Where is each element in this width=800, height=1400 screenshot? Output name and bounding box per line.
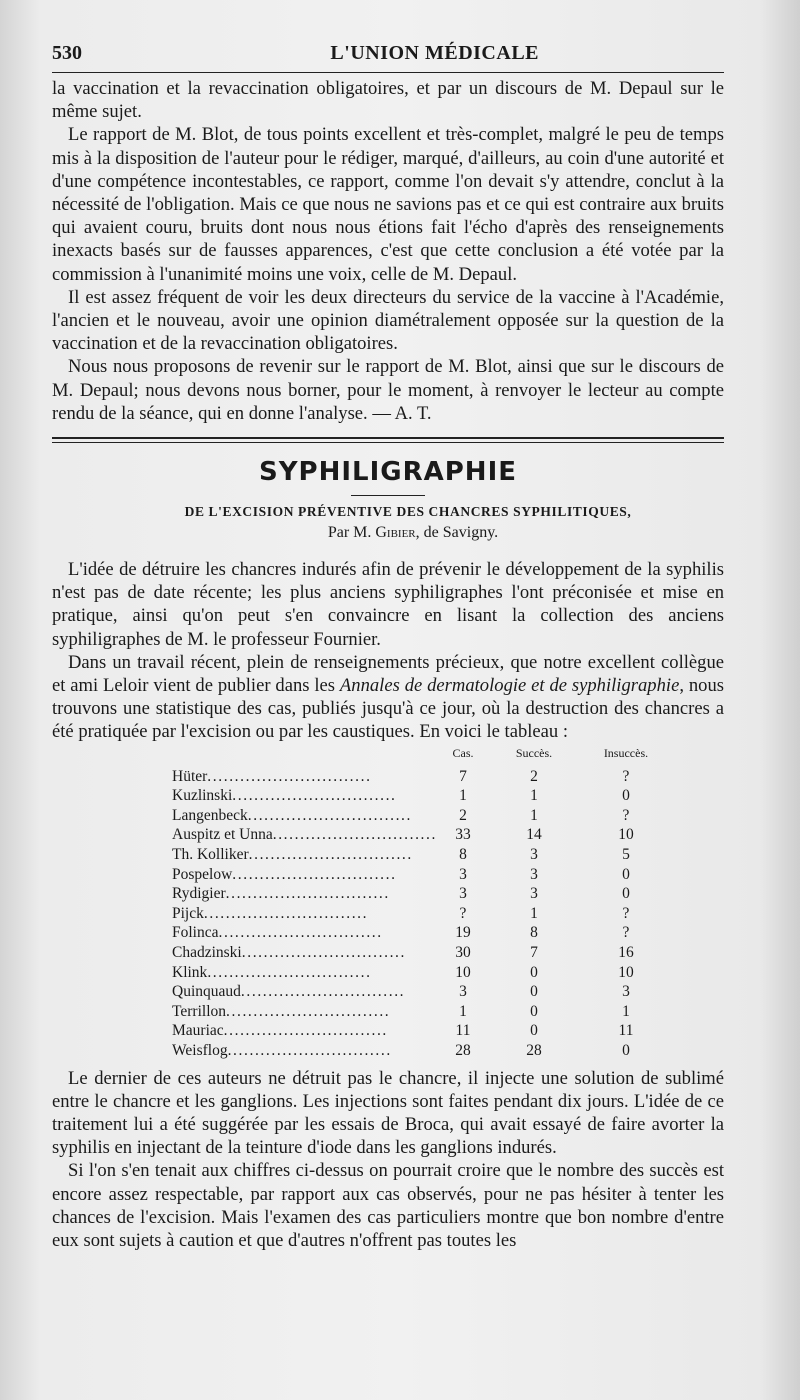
leader-dots: .............................. <box>232 865 397 883</box>
cas-cell: 1 <box>459 787 467 805</box>
succes-cell: 2 <box>530 767 538 785</box>
statistics-table-wrap <box>172 746 724 1061</box>
insucces-cell: ? <box>622 924 630 942</box>
statistics-table <box>172 746 673 1061</box>
table-row <box>172 786 673 806</box>
insucces-cell: 0 <box>622 1041 630 1059</box>
section-title: SYPHILIGRAPHIE <box>258 457 518 488</box>
leader-dots: .............................. <box>240 983 406 1001</box>
cas-cell: 19 <box>455 924 471 942</box>
section-divider <box>52 437 724 443</box>
table-row <box>172 806 673 826</box>
succes-cell: 3 <box>530 885 538 903</box>
page-header <box>52 42 724 72</box>
leader-dots: .............................. <box>207 963 372 981</box>
leader-dots: .............................. <box>241 944 406 962</box>
cas-cell: 1 <box>459 1002 467 1020</box>
table-row <box>172 865 673 885</box>
page-content <box>52 42 724 1252</box>
body-paragraph-2-b: , nous trouvons une statistique des cas, publiés jusqu'à ce jour, où la destruction des chancres a été pratiquée par l'excision ou par les caustiques. En voici le tableau : <box>52 675 724 743</box>
intro-paragraph-2: Il est assez fréquent de voir les deux directeurs du service de la vaccine à l'Académie, l'ancien et le nouveau, avoir une opinion diamétralement opposée sur la question de la vaccination et de la revaccination obligatoires. <box>52 286 724 355</box>
cas-cell: ? <box>459 904 467 922</box>
table-body <box>172 767 673 1061</box>
body-paragraph-1: L'idée de détruire les chancres indurés afin de prévenir le développement de la syphilis n'est pas de date récente; les plus anciens syphiligraphes l'ont préconisée et mise en pratique, ainsi qu'on peut s'en convaincre en lisant la collection des anciens syphiligraphes de M. le professeur Fournier. <box>52 559 724 650</box>
author-cell <box>172 923 437 943</box>
leader-dots: .............................. <box>223 1022 388 1040</box>
body-paragraph-2-a: Dans un travail récent, plein de renseignements précieux, que notre excellent collègue et ami Leloir vient de publier dans les <box>52 651 724 697</box>
insucces-cell: ? <box>622 806 630 824</box>
author-name-text: Th. Kolliker <box>172 846 249 864</box>
insucces-cell: 16 <box>618 944 634 962</box>
cas-cell: 10 <box>455 963 471 981</box>
author-cell <box>172 963 437 983</box>
insucces-cell: 1 <box>622 1002 630 1020</box>
leader-dots: .............................. <box>203 904 369 922</box>
table-row <box>172 767 673 787</box>
author-cell <box>172 786 437 806</box>
table-row <box>172 845 673 865</box>
succes-cell: 3 <box>530 865 538 883</box>
succes-cell: 28 <box>526 1041 542 1059</box>
succes-cell: 1 <box>530 787 538 805</box>
cas-cell: 33 <box>455 826 471 844</box>
insucces-cell: 10 <box>618 963 634 981</box>
header-rule <box>52 72 724 73</box>
insucces-cell: 10 <box>618 826 634 844</box>
author-cell <box>172 1002 437 1022</box>
intro-paragraph-3: Nous nous proposons de revenir sur le rapport de M. Blot, ainsi que sur le discours de M. Depaul; nous devons nous borner, pour le moment, à renvoyer le lecteur au compte rendu de la séance, qui en donne l'analyse. — A. T. <box>52 356 724 424</box>
table-header-row <box>172 746 673 767</box>
author-name-text: Folinca <box>172 924 219 942</box>
byline <box>102 524 724 542</box>
succes-cell: 3 <box>530 846 538 864</box>
author-name-text: Kuzlinski <box>172 787 233 805</box>
author-cell <box>172 806 437 826</box>
author-name-text: Langenbeck <box>172 806 248 824</box>
author-name-text: Hüter <box>172 767 208 785</box>
article-title: DE L'EXCISION PRÉVENTIVE DES CHANCRES SYPHILITIQUES, <box>184 504 632 520</box>
table-row <box>172 1002 673 1022</box>
succes-cell: 1 <box>530 904 538 922</box>
succes-cell: 14 <box>526 826 542 844</box>
body-paragraph-4: Si l'on s'en tenait aux chiffres ci-dessus on pourrait croire que le nombre des succès est encore assez respectable, par rapport aux cas observés, pour ne pas hésiter à tenter les chances de l'excision. Mais l'examen des cas particuliers montre que bon nombre d'entre eux sont sujets à caution et que d'autres n'offrent pas toutes les <box>52 1160 724 1251</box>
leader-dots: .............................. <box>225 885 390 903</box>
table-row <box>172 884 673 904</box>
table-row <box>172 904 673 924</box>
leader-dots: .............................. <box>232 787 397 805</box>
page-number: 530 <box>52 42 82 64</box>
leader-dots: .............................. <box>247 806 412 824</box>
insucces-cell: 11 <box>618 1022 634 1040</box>
leader-dots: .............................. <box>272 826 437 844</box>
succes-cell: 0 <box>530 963 538 981</box>
author-name-text: Pijck <box>172 904 204 922</box>
cas-cell: 3 <box>459 983 467 1001</box>
table-row <box>172 825 673 845</box>
author-cell <box>172 845 437 865</box>
table-row <box>172 982 673 1002</box>
table-row <box>172 923 673 943</box>
cas-cell: 7 <box>459 767 467 785</box>
leader-dots: .............................. <box>227 1041 392 1059</box>
cas-cell: 2 <box>459 806 467 824</box>
leader-dots: .............................. <box>226 1002 391 1020</box>
leader-dots: .............................. <box>248 846 413 864</box>
cas-cell: 8 <box>459 846 467 864</box>
title-underline <box>351 495 425 496</box>
succes-cell: 1 <box>530 806 538 824</box>
body-paragraph-3: Le dernier de ces auteurs ne détruit pas le chancre, il injecte une solution de sublimé entre le chancre et les ganglions. Les injections sont faites pendant dix jours. L'idée de ce traitement lui a été suggérée par les essais de Broca, qui avait essayé de faire avorter la syphilis en injectant de la teinture d'iode dans les ganglions indurés. <box>52 1067 724 1159</box>
author-cell <box>172 982 437 1002</box>
byline-prefix: Par M. <box>327 524 372 542</box>
table-row <box>172 1021 673 1041</box>
insucces-cell: ? <box>622 904 630 922</box>
cas-cell: 11 <box>455 1022 471 1040</box>
author-cell <box>172 865 437 885</box>
insucces-cell: 3 <box>622 983 630 1001</box>
author-cell <box>172 884 437 904</box>
author-name-text: Auspitz et Unna <box>172 826 273 844</box>
author-cell <box>172 943 437 963</box>
author-name-text: Pospelow <box>172 865 233 883</box>
leader-dots: .............................. <box>218 924 383 942</box>
succes-cell: 7 <box>530 944 538 962</box>
table-row <box>172 963 673 983</box>
body-paragraph-2 <box>52 651 724 744</box>
cas-cell: 3 <box>459 885 467 903</box>
intro-paragraph-0: la vaccination et la revaccination obligatoires, et par un discours de M. Depaul sur le même sujet. <box>52 78 724 123</box>
intro-paragraph-1: Le rapport de M. Blot, de tous points excellent et très-complet, malgré le peu de temps mis à la disposition de l'auteur pour le rédiger, marqué, d'ailleurs, au coin d'une autorité et d'une compétence incontestables, ce rapport, comme l'on devait s'y attendre, conclut à la nécessité de l'obligation. Mais ce que nous ne savions pas et ce qui est contraire aux bruits qui avaient couru, bruits dont nous nous étions fait l'écho d'après des renseignements inexacts basés sur de fausses apparences, c'est que cette conclusion a été votée par la commission à l'unanimité moins une voix, celle de M. Depaul. <box>52 124 724 285</box>
leader-dots: .............................. <box>207 767 372 785</box>
succes-cell: 0 <box>530 1022 538 1040</box>
insucces-cell: 0 <box>622 865 630 883</box>
insucces-cell: 0 <box>622 787 630 805</box>
cas-cell: 30 <box>455 944 471 962</box>
table-row <box>172 943 673 963</box>
insucces-cell: 5 <box>622 846 630 864</box>
table-row <box>172 1041 673 1061</box>
succes-cell: 0 <box>530 983 538 1001</box>
cas-cell: 28 <box>455 1041 471 1059</box>
author-cell <box>172 904 437 924</box>
author-name-text: Mauriac <box>172 1022 224 1040</box>
column-header-succes: Succès. <box>515 745 553 760</box>
author-cell <box>172 825 437 845</box>
author-name: Gibier <box>375 524 416 542</box>
insucces-cell: 0 <box>622 885 630 903</box>
journal-reference: Annales de dermatologie et de syphiligraphie <box>339 675 680 697</box>
succes-cell: 8 <box>530 924 538 942</box>
author-name-text: Weisflog <box>172 1041 228 1059</box>
journal-title: L'UNION MÉDICALE <box>330 42 539 64</box>
author-cell <box>172 1021 437 1041</box>
column-header-author <box>172 746 437 767</box>
author-name-text: Rydigier <box>172 885 226 903</box>
column-header-insucces: Insuccès. <box>603 745 649 760</box>
author-name-text: Terrillon <box>172 1002 227 1020</box>
insucces-cell: ? <box>622 767 630 785</box>
author-name-text: Klink <box>172 963 208 981</box>
column-header-cas: Cas. <box>452 745 474 760</box>
author-name-text: Chadzinski <box>172 944 242 962</box>
byline-suffix: , de Savigny. <box>415 524 499 542</box>
cas-cell: 3 <box>459 865 467 883</box>
author-cell <box>172 1041 437 1061</box>
author-name-text: Quinquaud <box>172 983 241 1001</box>
succes-cell: 0 <box>530 1002 538 1020</box>
author-cell <box>172 767 437 787</box>
